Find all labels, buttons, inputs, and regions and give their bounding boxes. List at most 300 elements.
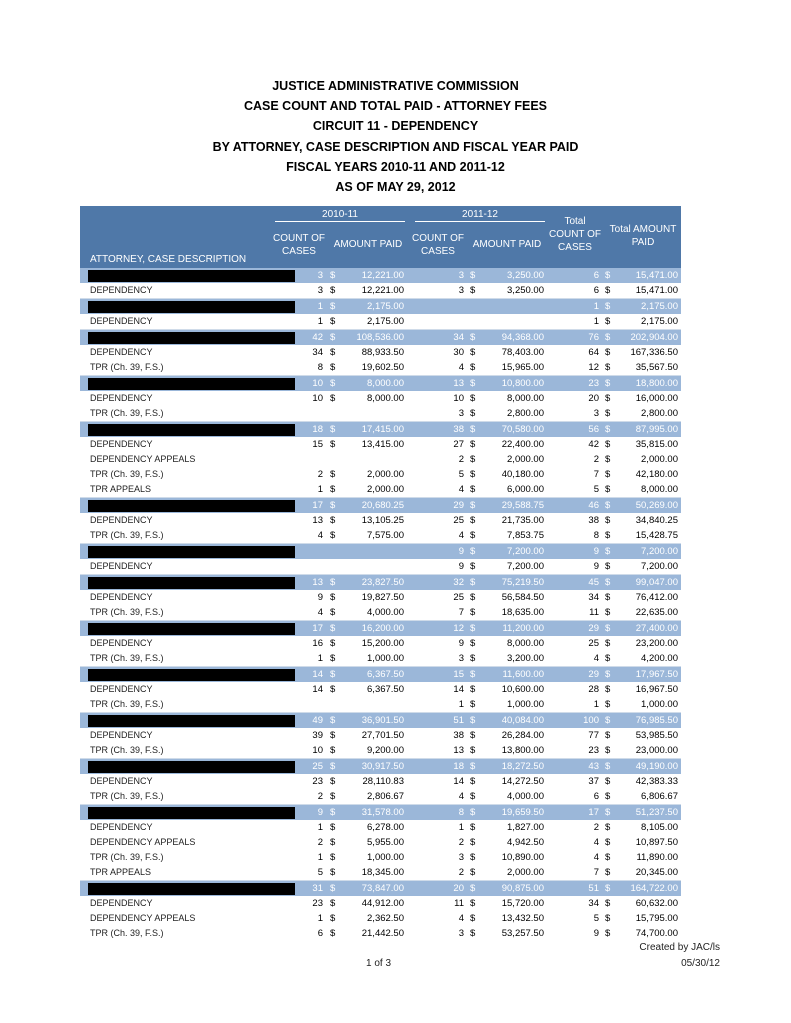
attorney-code: GG bbox=[258, 422, 279, 436]
cell-a2: 1,000.00 bbox=[507, 699, 544, 710]
cell-c2: 4 bbox=[458, 484, 464, 495]
table-row bbox=[80, 345, 681, 360]
cell-d2: $ bbox=[470, 623, 476, 634]
cell-a3: 15,795.00 bbox=[635, 913, 678, 924]
case-description: TPR (Ch. 39, F.S.) bbox=[90, 852, 164, 862]
cell-d3: $ bbox=[605, 791, 611, 802]
cell-c3: 2 bbox=[593, 822, 599, 833]
title-line-4: BY ATTORNEY, CASE DESCRIPTION AND FISCAL YEAR PAID bbox=[212, 139, 579, 154]
cell-d1: $ bbox=[330, 898, 336, 909]
cell-c2: 4 bbox=[458, 913, 464, 924]
cell-a3: 87,995.00 bbox=[635, 424, 678, 435]
case-description: DEPENDENCY bbox=[90, 316, 153, 326]
table-row bbox=[80, 682, 681, 697]
cell-d3: $ bbox=[605, 285, 611, 296]
cell-a3: 7,200.00 bbox=[641, 561, 678, 572]
cell-d3: $ bbox=[605, 730, 611, 741]
cell-c2: 25 bbox=[453, 592, 464, 603]
case-description: TPR (Ch. 39, F.S.) bbox=[90, 699, 164, 709]
cell-a3: 16,967.50 bbox=[635, 684, 678, 695]
cell-d3: $ bbox=[605, 393, 611, 404]
cell-a3: 4,200.00 bbox=[641, 653, 678, 664]
cell-d1: $ bbox=[330, 928, 336, 939]
cell-d2: $ bbox=[470, 469, 476, 480]
attorney-code: KK bbox=[260, 621, 277, 635]
cell-c3: 4 bbox=[593, 852, 599, 863]
cell-a1: 36,901.50 bbox=[361, 715, 404, 726]
table-row bbox=[80, 743, 681, 758]
cell-d3: $ bbox=[605, 761, 611, 772]
cell-a3: 2,000.00 bbox=[641, 454, 678, 465]
cell-a2: 19,659.50 bbox=[501, 807, 544, 818]
cell-c3: 9 bbox=[593, 561, 599, 572]
cell-d1: $ bbox=[330, 469, 336, 480]
cell-d1: $ bbox=[330, 332, 336, 343]
cell-c3: 6 bbox=[593, 270, 599, 281]
cell-a1: 108,536.00 bbox=[356, 332, 404, 343]
cell-a2: 11,600.00 bbox=[502, 669, 544, 680]
cell-c3: 4 bbox=[593, 837, 599, 848]
cell-d2: $ bbox=[470, 653, 476, 664]
report-date: 05/30/12 bbox=[681, 958, 720, 969]
cell-d3: $ bbox=[605, 454, 611, 465]
cell-c3: 7 bbox=[593, 867, 599, 878]
cell-c3: 2 bbox=[593, 454, 599, 465]
cell-c3: 29 bbox=[588, 623, 599, 634]
cell-a3: 74,700.00 bbox=[635, 928, 678, 939]
case-description: TPR (Ch. 39, F.S.) bbox=[90, 653, 164, 663]
cell-d1: $ bbox=[330, 362, 336, 373]
cell-a1: 27,701.50 bbox=[361, 730, 404, 741]
cell-c3: 9 bbox=[593, 546, 599, 557]
cell-c1: 17 bbox=[312, 623, 323, 634]
cell-a2: 2,000.00 bbox=[507, 454, 544, 465]
cell-c2: 1 bbox=[458, 822, 464, 833]
cell-a3: 76,412.00 bbox=[635, 592, 678, 603]
cell-d3: $ bbox=[605, 776, 611, 787]
cell-c1: 14 bbox=[312, 669, 323, 680]
cell-d3: $ bbox=[605, 515, 611, 526]
cell-d3: $ bbox=[605, 546, 611, 557]
cell-d2: $ bbox=[470, 669, 476, 680]
cell-c2: 3 bbox=[458, 285, 464, 296]
cell-a3: 27,400.00 bbox=[635, 623, 678, 634]
case-description: DEPENDENCY bbox=[90, 822, 153, 832]
cell-c2: 3 bbox=[458, 928, 464, 939]
cell-c1: 2 bbox=[317, 837, 323, 848]
cell-d3: $ bbox=[605, 316, 611, 327]
cell-a3: 20,345.00 bbox=[635, 867, 678, 878]
cell-a2: 13,432.50 bbox=[501, 913, 544, 924]
cell-d2: $ bbox=[470, 500, 476, 511]
attorney-row bbox=[80, 758, 681, 774]
cell-a1: 13,415.00 bbox=[361, 439, 404, 450]
cell-a2: 7,853.75 bbox=[507, 530, 544, 541]
cell-c3: 37 bbox=[588, 776, 599, 787]
cell-c3: 1 bbox=[593, 301, 599, 312]
cell-d1: $ bbox=[330, 791, 336, 802]
case-description: TPR APPEALS bbox=[90, 867, 152, 877]
table-row bbox=[80, 283, 681, 298]
cell-c1: 23 bbox=[312, 776, 323, 787]
cell-d3: $ bbox=[605, 378, 611, 389]
cell-c1: 8 bbox=[317, 362, 323, 373]
attorney-row bbox=[80, 543, 681, 559]
cell-d3: $ bbox=[605, 883, 611, 894]
cell-d2: $ bbox=[470, 408, 476, 419]
cell-a2: 40,180.00 bbox=[501, 469, 544, 480]
table-row bbox=[80, 896, 681, 911]
cell-c3: 56 bbox=[588, 424, 599, 435]
cell-a2: 15,720.00 bbox=[501, 898, 544, 909]
attorney-row bbox=[80, 268, 681, 283]
cell-d2: $ bbox=[470, 270, 476, 281]
attorney-code: NN bbox=[259, 759, 278, 773]
cell-a3: 2,175.00 bbox=[641, 301, 678, 312]
cell-c2: 2 bbox=[458, 454, 464, 465]
cell-c2: 29 bbox=[453, 500, 464, 511]
cell-a1: 2,175.00 bbox=[367, 301, 404, 312]
title-line-6: AS OF MAY 29, 2012 bbox=[335, 180, 456, 195]
cell-c3: 17 bbox=[588, 807, 599, 818]
cell-d3: $ bbox=[605, 270, 611, 281]
cell-d1: $ bbox=[330, 301, 336, 312]
cell-d1: $ bbox=[330, 807, 336, 818]
table-row bbox=[80, 926, 681, 941]
case-description: TPR (Ch. 39, F.S.) bbox=[90, 469, 164, 479]
case-description: TPR APPEALS bbox=[90, 484, 152, 494]
table-header bbox=[80, 206, 681, 268]
cell-d3: $ bbox=[605, 822, 611, 833]
cell-a3: 60,632.00 bbox=[635, 898, 678, 909]
cell-d1: $ bbox=[330, 316, 336, 327]
cell-a2: 94,368.00 bbox=[501, 332, 544, 343]
cell-a2: 75,219.50 bbox=[501, 577, 544, 588]
attorney-code: LL bbox=[261, 667, 276, 681]
cell-a3: 49,190.00 bbox=[635, 761, 678, 772]
cell-d3: $ bbox=[605, 500, 611, 511]
cell-a1: 12,221.00 bbox=[361, 285, 404, 296]
cell-d3: $ bbox=[605, 837, 611, 848]
cell-d1: $ bbox=[330, 484, 336, 495]
cell-c2: 7 bbox=[458, 607, 464, 618]
cell-a3: 15,471.00 bbox=[635, 270, 678, 281]
cell-c3: 8 bbox=[593, 530, 599, 541]
attorney-row bbox=[80, 375, 681, 391]
cell-a2: 8,000.00 bbox=[507, 638, 544, 649]
cell-d1: $ bbox=[330, 577, 336, 588]
cell-c2: 5 bbox=[458, 469, 464, 480]
cell-a1: 6,278.00 bbox=[367, 822, 404, 833]
table-row bbox=[80, 360, 681, 375]
cell-c1: 1 bbox=[317, 301, 323, 312]
cell-a3: 35,815.00 bbox=[635, 439, 678, 450]
cell-c2: 13 bbox=[453, 745, 464, 756]
cell-a2: 15,965.00 bbox=[501, 362, 544, 373]
cell-a3: 11,890.00 bbox=[636, 852, 678, 863]
cell-c1: 25 bbox=[312, 761, 323, 772]
cell-d1: $ bbox=[330, 270, 336, 281]
case-description: DEPENDENCY bbox=[90, 638, 153, 648]
cell-c1: 13 bbox=[312, 515, 323, 526]
attorney-code: DD bbox=[259, 299, 278, 313]
cell-d3: $ bbox=[605, 745, 611, 756]
cell-c1: 13 bbox=[312, 577, 323, 588]
attorney-code: PP bbox=[260, 881, 277, 895]
cell-d2: $ bbox=[470, 592, 476, 603]
cell-c1: 23 bbox=[312, 898, 323, 909]
cell-a3: 2,175.00 bbox=[641, 316, 678, 327]
cell-d1: $ bbox=[330, 607, 336, 618]
cell-d1: $ bbox=[330, 852, 336, 863]
cell-a1: 88,933.50 bbox=[361, 347, 404, 358]
cell-d1: $ bbox=[330, 837, 336, 848]
cell-c1: 10 bbox=[312, 745, 323, 756]
case-description: DEPENDENCY bbox=[90, 684, 153, 694]
cell-d3: $ bbox=[605, 607, 611, 618]
cell-d2: $ bbox=[470, 577, 476, 588]
attorney-row bbox=[80, 421, 681, 437]
cell-c2: 18 bbox=[453, 761, 464, 772]
cell-c1: 5 bbox=[317, 867, 323, 878]
cell-a2: 4,000.00 bbox=[507, 791, 544, 802]
case-description: DEPENDENCY bbox=[90, 561, 153, 571]
cell-c3: 20 bbox=[588, 393, 599, 404]
cell-c2: 38 bbox=[453, 424, 464, 435]
header-total-count: Total COUNT OF CASES bbox=[548, 216, 602, 253]
cell-d2: $ bbox=[470, 761, 476, 772]
cell-c2: 10 bbox=[453, 393, 464, 404]
case-description: DEPENDENCY bbox=[90, 439, 153, 449]
cell-d1: $ bbox=[330, 761, 336, 772]
header-amount-2011-12: AMOUNT PAID bbox=[472, 239, 542, 250]
cell-a3: 2,800.00 bbox=[641, 408, 678, 419]
cell-c3: 3 bbox=[593, 408, 599, 419]
title-line-2: CASE COUNT AND TOTAL PAID - ATTORNEY FEES bbox=[243, 99, 548, 114]
case-description: DEPENDENCY bbox=[90, 730, 153, 740]
cell-d3: $ bbox=[605, 684, 611, 695]
cell-d3: $ bbox=[605, 867, 611, 878]
case-description: DEPENDENCY bbox=[90, 776, 153, 786]
cell-d3: $ bbox=[605, 913, 611, 924]
cell-c2: 3 bbox=[458, 408, 464, 419]
cell-c2: 11 bbox=[454, 898, 464, 909]
attorney-code: JJ bbox=[262, 575, 275, 589]
cell-c3: 76 bbox=[588, 332, 599, 343]
cell-c1: 49 bbox=[312, 715, 323, 726]
cell-a3: 16,000.00 bbox=[635, 393, 678, 404]
cell-a2: 7,200.00 bbox=[507, 561, 544, 572]
cell-c3: 38 bbox=[588, 515, 599, 526]
title-line-1: JUSTICE ADMINISTRATIVE COMMISSION bbox=[272, 79, 519, 93]
cell-a3: 167,336.50 bbox=[630, 347, 678, 358]
table-row bbox=[80, 482, 681, 497]
cell-a2: 70,580.00 bbox=[501, 424, 544, 435]
cell-a3: 202,904.00 bbox=[630, 332, 678, 343]
case-description: TPR (Ch. 39, F.S.) bbox=[90, 791, 164, 801]
cell-d2: $ bbox=[470, 638, 476, 649]
cell-a2: 56,584.50 bbox=[501, 592, 544, 603]
cell-a2: 10,800.00 bbox=[501, 378, 544, 389]
cell-c3: 43 bbox=[588, 761, 599, 772]
cell-d2: $ bbox=[470, 928, 476, 939]
case-description: TPR (Ch. 39, F.S.) bbox=[90, 530, 164, 540]
cell-d1: $ bbox=[330, 439, 336, 450]
case-description: DEPENDENCY bbox=[90, 393, 153, 403]
cell-c1: 4 bbox=[317, 530, 323, 541]
cell-c1: 17 bbox=[312, 500, 323, 511]
cell-a3: 1,000.00 bbox=[641, 699, 678, 710]
cell-a2: 4,942.50 bbox=[507, 837, 544, 848]
cell-d3: $ bbox=[605, 362, 611, 373]
cell-d1: $ bbox=[330, 913, 336, 924]
cell-c1: 18 bbox=[312, 424, 323, 435]
cell-d2: $ bbox=[470, 332, 476, 343]
cell-a2: 26,284.00 bbox=[501, 730, 544, 741]
table-row bbox=[80, 651, 681, 666]
table-row bbox=[80, 314, 681, 329]
cell-a2: 40,084.00 bbox=[501, 715, 544, 726]
header-amount-2010-11: AMOUNT PAID bbox=[333, 239, 403, 250]
table-row bbox=[80, 437, 681, 452]
cell-c3: 28 bbox=[588, 684, 599, 695]
cell-a2: 22,400.00 bbox=[501, 439, 544, 450]
cell-d3: $ bbox=[605, 928, 611, 939]
cell-a1: 23,827.50 bbox=[361, 577, 404, 588]
cell-a1: 16,200.00 bbox=[361, 623, 404, 634]
cell-d1: $ bbox=[330, 883, 336, 894]
cell-d1: $ bbox=[330, 623, 336, 634]
cell-c1: 15 bbox=[312, 439, 323, 450]
cell-a1: 1,000.00 bbox=[367, 852, 404, 863]
cell-d1: $ bbox=[330, 592, 336, 603]
cell-c2: 3 bbox=[458, 270, 464, 281]
cell-d1: $ bbox=[330, 745, 336, 756]
cell-a1: 2,000.00 bbox=[367, 469, 404, 480]
cell-d3: $ bbox=[605, 439, 611, 450]
cell-d3: $ bbox=[605, 852, 611, 863]
cell-a3: 22,635.00 bbox=[635, 607, 678, 618]
cell-c3: 4 bbox=[593, 653, 599, 664]
cell-d1: $ bbox=[330, 684, 336, 695]
cell-c2: 34 bbox=[453, 332, 464, 343]
cell-c1: 6 bbox=[317, 928, 323, 939]
cell-d3: $ bbox=[605, 561, 611, 572]
cell-c3: 11 bbox=[589, 607, 599, 618]
cell-a1: 73,847.00 bbox=[361, 883, 404, 894]
table-row bbox=[80, 452, 681, 467]
cell-a2: 53,257.50 bbox=[501, 928, 544, 939]
cell-a2: 18,635.00 bbox=[501, 607, 544, 618]
cell-a3: 23,200.00 bbox=[635, 638, 678, 649]
cell-a2: 3,250.00 bbox=[507, 285, 544, 296]
report-titles bbox=[0, 76, 791, 197]
attorney-code: EE bbox=[260, 330, 277, 344]
cell-a2: 18,272.50 bbox=[501, 761, 544, 772]
cell-d3: $ bbox=[605, 653, 611, 664]
cell-a1: 12,221.00 bbox=[361, 270, 404, 281]
cell-c3: 51 bbox=[588, 883, 599, 894]
attorney-row bbox=[80, 298, 681, 314]
cell-d3: $ bbox=[605, 332, 611, 343]
cell-d2: $ bbox=[470, 867, 476, 878]
cell-a1: 19,602.50 bbox=[361, 362, 404, 373]
cell-a3: 18,800.00 bbox=[635, 378, 678, 389]
cell-a2: 29,588.75 bbox=[501, 500, 544, 511]
table-row bbox=[80, 636, 681, 651]
case-description: DEPENDENCY bbox=[90, 347, 153, 357]
cell-d2: $ bbox=[470, 898, 476, 909]
header-year-2011-12: 2011-12 bbox=[415, 208, 545, 222]
cell-a3: 23,000.00 bbox=[635, 745, 678, 756]
cell-c1: 31 bbox=[312, 883, 323, 894]
cell-a2: 1,827.00 bbox=[507, 822, 544, 833]
cell-a1: 15,200.00 bbox=[361, 638, 404, 649]
cell-d2: $ bbox=[470, 699, 476, 710]
cell-a2: 13,800.00 bbox=[501, 745, 544, 756]
table-row bbox=[80, 513, 681, 528]
cell-d3: $ bbox=[605, 898, 611, 909]
cell-c2: 3 bbox=[458, 653, 464, 664]
cell-c2: 30 bbox=[453, 347, 464, 358]
cell-c1: 2 bbox=[317, 791, 323, 802]
cell-c1: 39 bbox=[312, 730, 323, 741]
cell-c1: 42 bbox=[312, 332, 323, 343]
cell-c3: 45 bbox=[588, 577, 599, 588]
cell-d2: $ bbox=[470, 822, 476, 833]
cell-a3: 15,428.75 bbox=[635, 530, 678, 541]
cell-d3: $ bbox=[605, 715, 611, 726]
cell-a1: 8,000.00 bbox=[367, 378, 404, 389]
cell-d1: $ bbox=[330, 669, 336, 680]
cell-d2: $ bbox=[470, 424, 476, 435]
cell-d2: $ bbox=[470, 484, 476, 495]
cell-c3: 64 bbox=[588, 347, 599, 358]
cell-c2: 4 bbox=[458, 791, 464, 802]
cell-d2: $ bbox=[470, 285, 476, 296]
cell-d2: $ bbox=[470, 913, 476, 924]
cell-d2: $ bbox=[470, 607, 476, 618]
cell-a2: 21,735.00 bbox=[501, 515, 544, 526]
cell-a1: 20,680.25 bbox=[361, 500, 404, 511]
cell-a1: 2,000.00 bbox=[367, 484, 404, 495]
cell-a3: 8,000.00 bbox=[641, 484, 678, 495]
cell-a2: 7,200.00 bbox=[507, 546, 544, 557]
cell-c1: 1 bbox=[317, 653, 323, 664]
cell-a1: 44,912.00 bbox=[361, 898, 404, 909]
cell-a2: 78,403.00 bbox=[501, 347, 544, 358]
header-total-amount: Total AMOUNT PAID bbox=[609, 224, 677, 248]
cell-c1: 1 bbox=[317, 852, 323, 863]
cell-d2: $ bbox=[470, 730, 476, 741]
cell-c3: 6 bbox=[593, 285, 599, 296]
case-description: TPR (Ch. 39, F.S.) bbox=[90, 928, 164, 938]
cell-a3: 10,897.50 bbox=[635, 837, 678, 848]
attorney-row bbox=[80, 804, 681, 820]
cell-a2: 90,875.00 bbox=[501, 883, 544, 894]
cell-c2: 12 bbox=[453, 623, 464, 634]
attorney-code: HH bbox=[259, 498, 278, 512]
table-row bbox=[80, 605, 681, 620]
cell-a2: 2,000.00 bbox=[507, 867, 544, 878]
cell-c2: 2 bbox=[458, 837, 464, 848]
cell-d2: $ bbox=[470, 745, 476, 756]
cell-a3: 51,237.50 bbox=[635, 807, 678, 818]
cell-c1: 1 bbox=[317, 913, 323, 924]
cell-d2: $ bbox=[470, 515, 476, 526]
cell-c1: 9 bbox=[317, 807, 323, 818]
cell-a1: 31,578.00 bbox=[361, 807, 404, 818]
